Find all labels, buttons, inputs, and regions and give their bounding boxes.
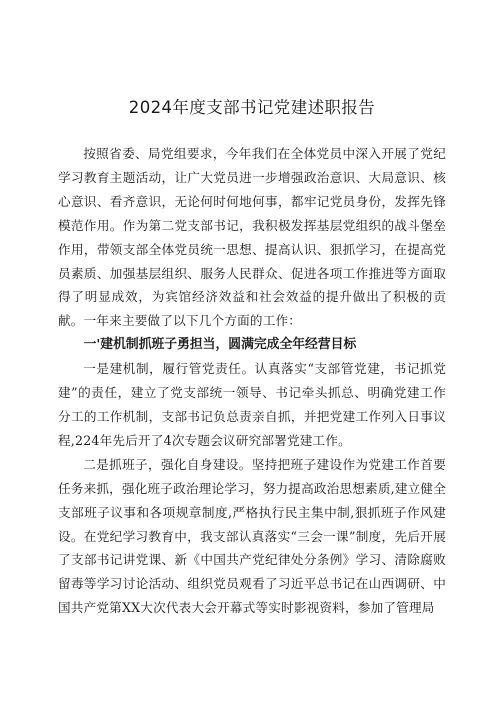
page-title: 2024年度支部书记党建述职报告	[128, 98, 376, 117]
paragraph-team: 二是抓班子，强化自身建设。坚持把班子建设作为党建工作首要任务来抓，强化班子政治理论学习，努力提高政治思想素质,建立健全支部班子议事和各项规章制度,严格执行民主集中制,狠抓班子作风建设。在党纪学习教育中，我支部认真落实“三会一课”制度，先后开展了支部书记讲党课、新《中国共产党纪律处分条例》学习、清除腐败留毒等学习讨论活动、组织党员观看了习近平总书记在山西调研、中国共产党第XX大次代表大会开幕式等实时影视资料，参加了管理局	[58, 456, 447, 616]
document-page	[58, 94, 446, 620]
intro-paragraph: 按照省委、局党组要求，今年我们在全体党员中深入开展了党纪学习教育主题活动，让广大党员进一步增强政治意识、大局意识、核心意识、看齐意识，无论何时何地何事，都牢记党员身份，发挥先锋模范作用。作为第二党支部书记，我积极发挥基层党组织的战斗堡垒作用，带领支部全体党员统一思想、提高认识、狠抓学习，在提高党员素质、加强基层组织、服务人民群众、促进各项工作推进等方面取得了明显成效，为宾馆经济效益和社会效益的提升做出了积极的贡献。一年来主要做了以下几个方面的工作：	[58, 146, 446, 329]
section-heading: 一'建机制抓班子勇担当，圆满完成全年经营目标	[83, 337, 357, 353]
paragraph-mechanism: 一是建机制，履行管党责任。认真落实“支部管党建，书记抓党建”的责任，建立了党支部统一领导、书记牵头抓总、明确党建工作分工的工作机制，支部书记负总责亲自抓，并把党建工作列入日事议程,224年先后开了4次专题会议研究部署党建工作。	[58, 361, 446, 448]
